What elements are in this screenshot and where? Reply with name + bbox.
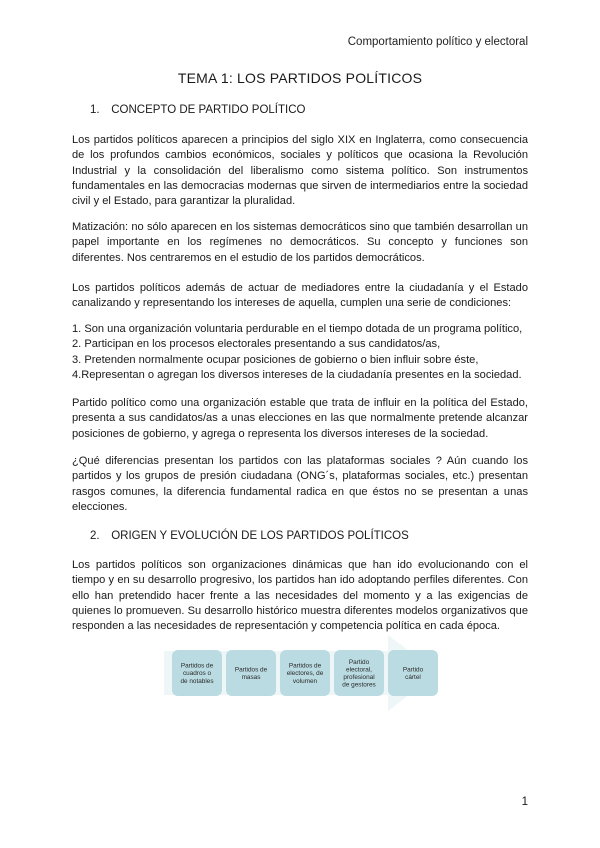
diagram-box-label: masas: [241, 674, 261, 681]
list-item: 1. Son una organización voluntaria perdurable en el tiempo dotada de un programa político,: [72, 323, 523, 335]
section-heading-2: [90, 530, 409, 542]
diagram-box-label: volumen: [292, 677, 318, 685]
diagram-box-label: Partido: [348, 658, 370, 666]
diagram-box-label: Partido: [402, 666, 424, 674]
paragraph-text: ¿Qué diferencias presentan los partidos con las plataformas sociales ? Aún cuando los partidos y los grupos de presión ciudadana (ONG´s, plataformas sociales, etc.) presentan rasgos comunes, la diferencia fundamental radica en que éstos no se presentan a unas elecciones.: [72, 455, 528, 513]
list-item: 4.Representan o agregan los diversos intereses de la ciudadanía presentes en la sociedad.: [72, 368, 522, 381]
diagram-box-label: electoral,: [346, 666, 372, 674]
diagram-box-label: Partidos de: [234, 666, 268, 674]
paragraph-differences: [72, 454, 528, 515]
list-item: 3. Pretenden normalmente ocupar posiciones de gobierno o bien influir sobre éste,: [72, 353, 479, 366]
party-evolution-diagram: [160, 633, 440, 713]
diagram-box-label: cuadros o: [182, 670, 212, 678]
diagram-box-label: electores, de: [286, 670, 324, 678]
list-item: 2. Participan en los procesos electorales presentando a sus candidatos/as,: [72, 338, 441, 351]
diagram-box-label: cártel: [405, 674, 421, 681]
paragraph-text: Los partidos políticos son organizaciones dinámicas que han ido evolucionando con el tiempo y en su desarrollo progresivo, los partidos han ido adoptando perfiles diferentes. Con ello han pretendido hacer frente a las necesidades del momento y a las exigencias de quienes lo promueven. Su desarrollo histórico muestra diferentes modelos organizativos que responden a las necesidades de representación y competencia política en cada época.: [72, 559, 528, 633]
diagram-box-label: de gestores: [342, 681, 376, 689]
section-number: 1.: [90, 104, 100, 116]
diagram-box-label: profesional: [343, 674, 375, 681]
diagram-box-label: de notables: [180, 677, 214, 685]
conditions-list: [72, 322, 528, 383]
diagram-box-label: Partidos de: [288, 662, 322, 670]
section-heading-1: [90, 104, 305, 116]
paragraph-nuance: [72, 220, 528, 266]
page-number: 1: [521, 796, 528, 808]
section-number: 2.: [90, 530, 100, 542]
paragraph-text: Los partidos políticos además de actuar de mediadores entre la ciudadanía y el Estado canalizando y representando los intereses de aquella, cumplen una serie de condiciones:: [72, 282, 528, 310]
section-title: ORIGEN Y EVOLUCIÓN DE LOS PARTIDOS POLÍTICOS: [111, 530, 409, 542]
paragraph-text: Matización: no sólo aparecen en los sistemas democráticos sino que también desarrollan un papel importante en los regímenes no democráticos. Su concepto y funciones son diferentes. Nos centraremos en el estudio de los partidos democráticos.: [72, 221, 528, 264]
section-title: CONCEPTO DE PARTIDO POLÍTICO: [111, 104, 306, 116]
paragraph-definition: [72, 396, 528, 442]
paragraph-conditions-intro: [72, 281, 528, 312]
paragraph-origin: [72, 133, 528, 209]
page-title: TEMA 1: LOS PARTIDOS POLÍTICOS: [177, 70, 423, 86]
paragraph-text: Partido político como una organización estable que trata de influir en la política del Estado, presenta a sus candidatos/as a unas elecciones en las que normalmente pretende alcanzar posiciones de gobierno, y agrega o representa los diversos intereses de la sociedad.: [72, 397, 528, 440]
diagram-box-label: Partidos de: [180, 662, 214, 670]
paragraph-evolution: [72, 558, 528, 634]
running-header: Comportamiento político y electoral: [347, 36, 528, 48]
paragraph-text: Los partidos políticos aparecen a principios del siglo XIX en Inglaterra, como consecuencia de los profundos cambios económicos, sociales y políticos que ocasiona la Revolución Industrial y la consolidación del liberalismo como sistema político. Son instrumentos fundamentales en las democracias modernas que sirven de intermediarios entre la sociedad civil y el Estado, para garantizar la pluralidad.: [72, 134, 528, 208]
